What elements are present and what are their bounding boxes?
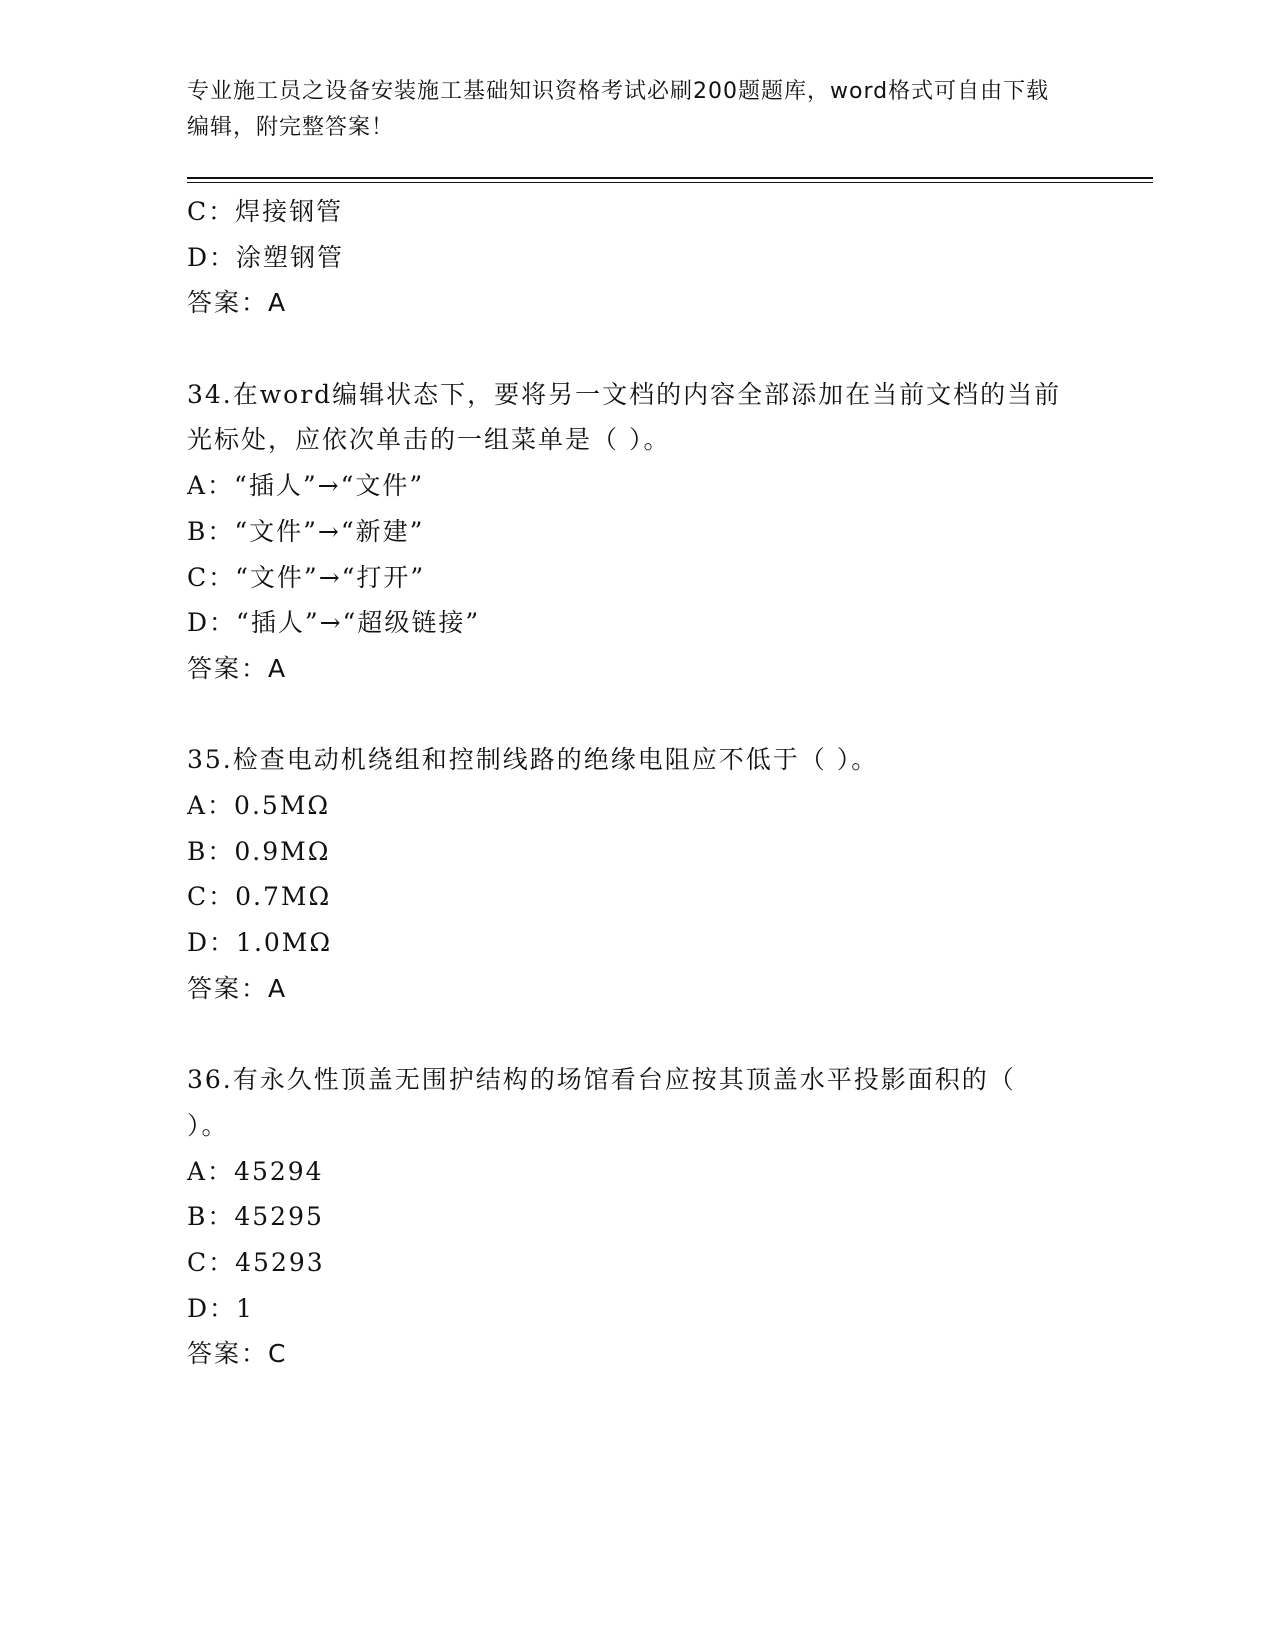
spacer: [187, 692, 1087, 738]
spacer: [187, 1011, 1087, 1057]
question-35-stem: 35.检查电动机绕组和控制线路的绝缘电阻应不低于（ ）。: [187, 745, 879, 775]
question-34-option-d: D：“插人”→“超级链接”: [187, 608, 481, 638]
question-35-option-c: C：0.7MΩ: [187, 882, 332, 912]
question-36-option-b: B：45295: [187, 1202, 324, 1232]
question-35-option-a: A：0.5MΩ: [187, 790, 331, 820]
document-header: 专业施工员之设备安装施工基础知识资格考试必刷200题题库，word格式可自由下载编辑，附完整答案！: [187, 79, 1050, 140]
question-34-option-a: A：“插人”→“文件”: [187, 471, 425, 501]
header-divider-thin: [187, 182, 1153, 183]
question-36-option-d: D：1: [187, 1293, 254, 1323]
question-34-option-b: B：“文件”→“新建”: [187, 516, 425, 546]
header-divider-thick: [187, 177, 1153, 179]
answer-line: 答案：A: [187, 288, 288, 318]
question-34-stem: 34.在word编辑状态下，要将另一文档的内容全部添加在当前文档的当前光标处，应依次单击的一组菜单是（ ）。: [187, 379, 1062, 455]
spacer: [187, 326, 1087, 372]
question-34-answer: 答案：A: [187, 653, 288, 683]
option-c: C：焊接钢管: [187, 197, 344, 226]
question-36-stem: 36.有永久性顶盖无围护结构的场馆看台应按其顶盖水平投影面积的（ ）。: [187, 1065, 1016, 1140]
question-35-option-b: B：0.9MΩ: [187, 836, 331, 866]
question-35-answer: 答案：A: [187, 973, 288, 1003]
question-36-option-a: A：45294: [187, 1156, 324, 1186]
document-body: [187, 189, 1087, 1377]
question-35-option-d: D：1.0MΩ: [187, 928, 333, 958]
question-36-answer: 答案：C: [187, 1339, 288, 1369]
question-36-option-c: C：45293: [187, 1247, 325, 1277]
question-34-option-c: C：“文件”→“打开”: [187, 562, 426, 592]
option-d: D：涂塑钢管: [187, 242, 345, 272]
